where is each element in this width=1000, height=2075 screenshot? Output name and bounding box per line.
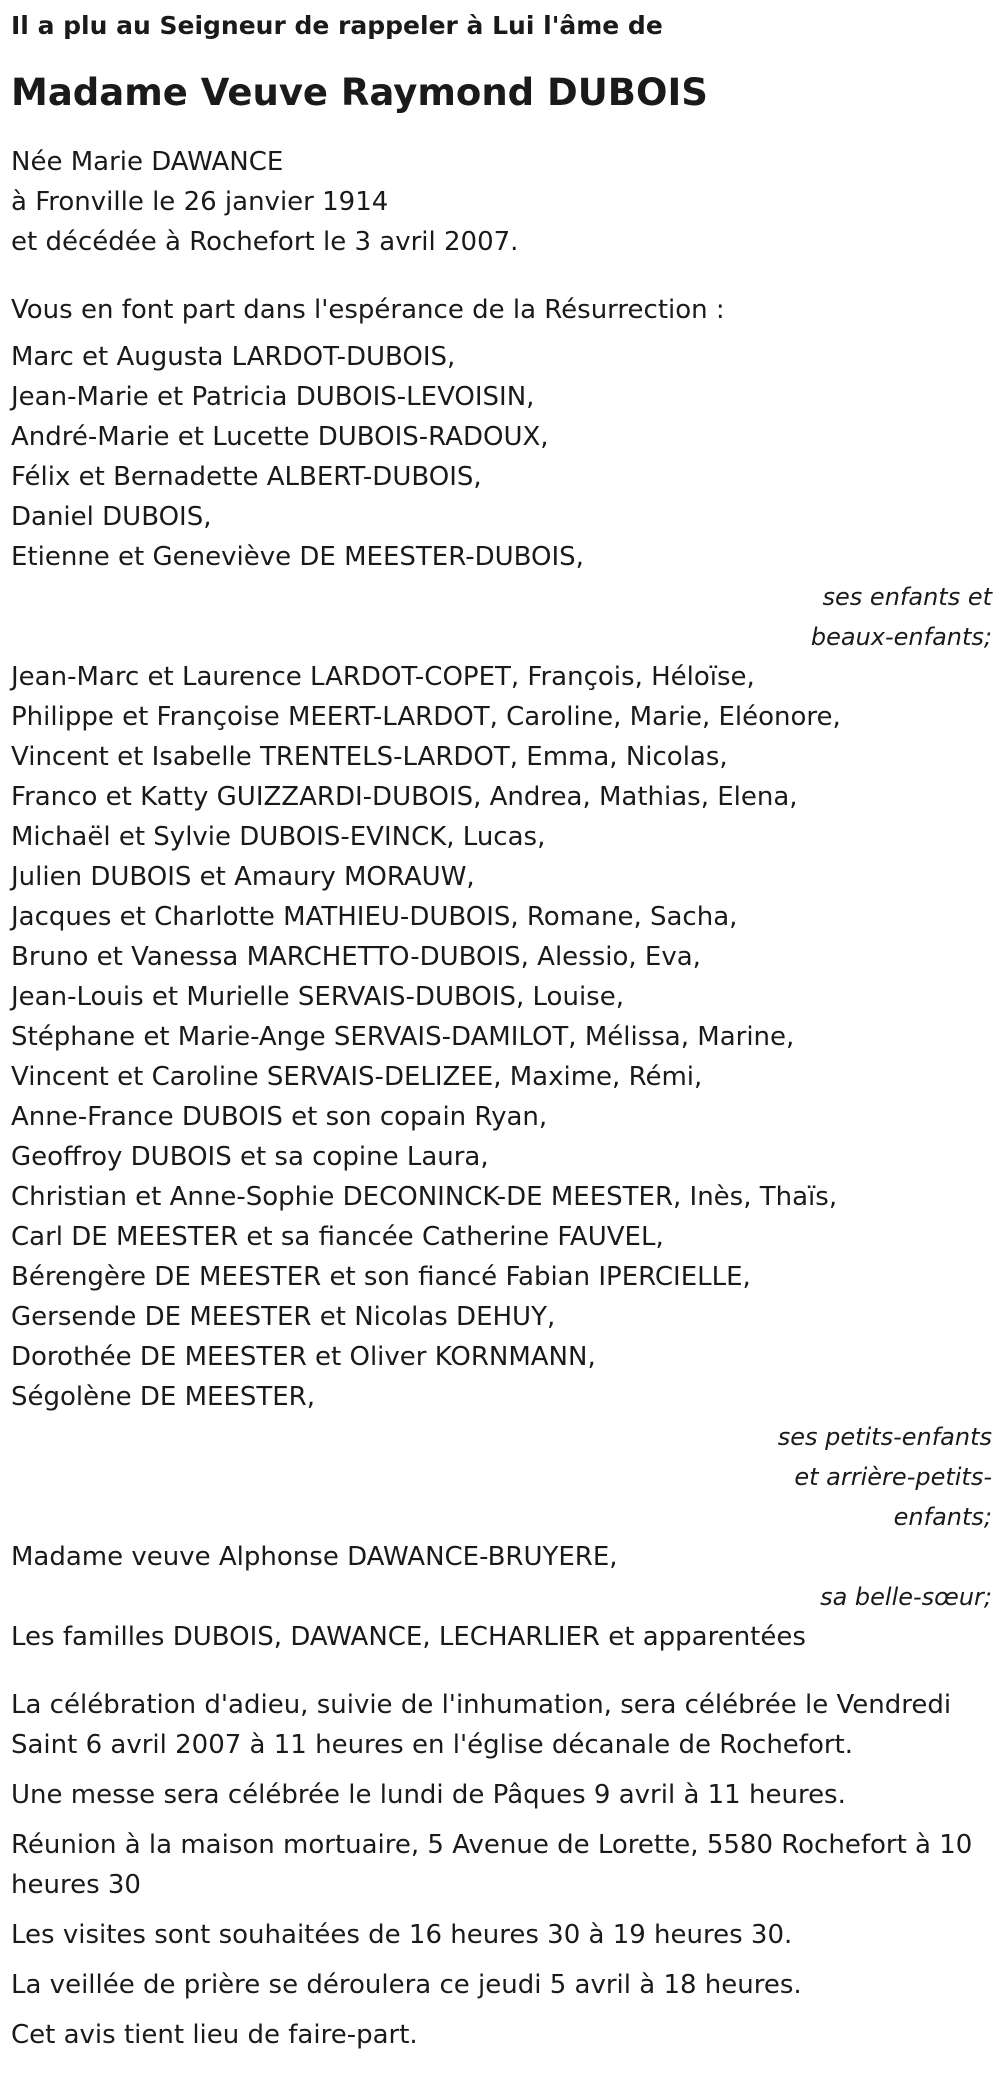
relation-label: sa belle-sœur; bbox=[820, 1583, 992, 1611]
list-item: Jacques et Charlotte MATHIEU-DUBOIS, Romane, Sacha, bbox=[11, 902, 738, 932]
detail-paragraph: Réunion à la maison mortuaire, 5 Avenue de Lorette, 5580 Rochefort à 10 heures 30 bbox=[11, 1830, 973, 1900]
relation-label: ses petits-enfants bbox=[777, 1423, 992, 1451]
list-item: Geoffroy DUBOIS et sa copine Laura, bbox=[11, 1142, 489, 1172]
families-line: Les familles DUBOIS, DAWANCE, LECHARLIER et apparentées bbox=[11, 1622, 806, 1652]
children-list bbox=[11, 337, 992, 577]
birth-line: à Fronville le 26 janvier 1914 bbox=[11, 187, 389, 217]
birth-line: Née Marie DAWANCE bbox=[11, 147, 284, 177]
intro-text: Il a plu au Seigneur de rappeler à Lui l'âme de bbox=[11, 11, 663, 40]
announcement-header: Vous en font part dans l'espérance de la Résurrection : bbox=[11, 295, 725, 325]
list-item: Julien DUBOIS et Amaury MORAUW, bbox=[11, 862, 475, 892]
relation-label: et arrière-petits- bbox=[794, 1463, 992, 1491]
list-item: Félix et Bernadette ALBERT-DUBOIS, bbox=[11, 462, 482, 492]
detail-paragraph: La célébration d'adieu, suivie de l'inhumation, sera célébrée le Vendredi Saint 6 avril 2007 à 11 heures en l'église décanale de Rochefort. bbox=[11, 1690, 952, 1760]
list-item: Stéphane et Marie-Ange SERVAIS-DAMILOT, Mélissa, Marine, bbox=[11, 1022, 795, 1052]
grandchildren-list bbox=[11, 657, 992, 1417]
list-item: Jean-Marie et Patricia DUBOIS-LEVOISIN, bbox=[11, 382, 535, 412]
list-item: Marc et Augusta LARDOT-DUBOIS, bbox=[11, 342, 456, 372]
relation-label: beaux-enfants; bbox=[810, 623, 992, 651]
list-item: Philippe et Françoise MEERT-LARDOT, Caroline, Marie, Eléonore, bbox=[11, 702, 841, 732]
list-item: Jean-Marc et Laurence LARDOT-COPET, François, Héloïse, bbox=[11, 662, 755, 692]
list-item: Bérengère DE MEESTER et son fiancé Fabian IPERCIELLE, bbox=[11, 1262, 751, 1292]
list-item: André-Marie et Lucette DUBOIS-RADOUX, bbox=[11, 422, 549, 452]
birth-info bbox=[11, 142, 992, 262]
list-item: Bruno et Vanessa MARCHETTO-DUBOIS, Alessio, Eva, bbox=[11, 942, 701, 972]
list-item: Jean-Louis et Murielle SERVAIS-DUBOIS, Louise, bbox=[11, 982, 624, 1012]
list-item: Anne-France DUBOIS et son copain Ryan, bbox=[11, 1102, 548, 1132]
detail-paragraph: Les visites sont souhaitées de 16 heures 30 à 19 heures 30. bbox=[11, 1920, 793, 1950]
detail-paragraph: Une messe sera célébrée le lundi de Pâques 9 avril à 11 heures. bbox=[11, 1780, 846, 1810]
list-item: Gersende DE MEESTER et Nicolas DEHUY, bbox=[11, 1302, 556, 1332]
list-item: Franco et Katty GUIZZARDI-DUBOIS, Andrea, Mathias, Elena, bbox=[11, 782, 798, 812]
ceremony-details bbox=[11, 1685, 992, 2055]
list-item: Daniel DUBOIS, bbox=[11, 502, 212, 532]
list-item: Madame veuve Alphonse DAWANCE-BRUYERE, bbox=[11, 1542, 618, 1572]
children-relation bbox=[11, 577, 992, 657]
deceased-name: Madame Veuve Raymond DUBOIS bbox=[11, 71, 708, 114]
sister-in-law-block bbox=[11, 1537, 992, 1617]
birth-line: et décédée à Rochefort le 3 avril 2007. bbox=[11, 227, 519, 257]
grandchildren-relation bbox=[11, 1417, 992, 1537]
list-item: Vincent et Isabelle TRENTELS-LARDOT, Emma, Nicolas, bbox=[11, 742, 728, 772]
relation-label: ses enfants et bbox=[822, 583, 992, 611]
list-item: Dorothée DE MEESTER et Oliver KORNMANN, bbox=[11, 1342, 596, 1372]
detail-paragraph: Cet avis tient lieu de faire-part. bbox=[11, 2020, 418, 2050]
list-item: Etienne et Geneviève DE MEESTER-DUBOIS, bbox=[11, 542, 584, 572]
list-item: Christian et Anne-Sophie DECONINCK-DE MEESTER, Inès, Thaïs, bbox=[11, 1182, 838, 1212]
list-item: Michaël et Sylvie DUBOIS-EVINCK, Lucas, bbox=[11, 822, 546, 852]
detail-paragraph: La veillée de prière se déroulera ce jeudi 5 avril à 18 heures. bbox=[11, 1970, 802, 2000]
relation-label: enfants; bbox=[893, 1503, 992, 1531]
list-item: Vincent et Caroline SERVAIS-DELIZEE, Maxime, Rémi, bbox=[11, 1062, 703, 1092]
list-item: Carl DE MEESTER et sa fiancée Catherine FAUVEL, bbox=[11, 1222, 664, 1252]
list-item: Ségolène DE MEESTER, bbox=[11, 1382, 316, 1412]
